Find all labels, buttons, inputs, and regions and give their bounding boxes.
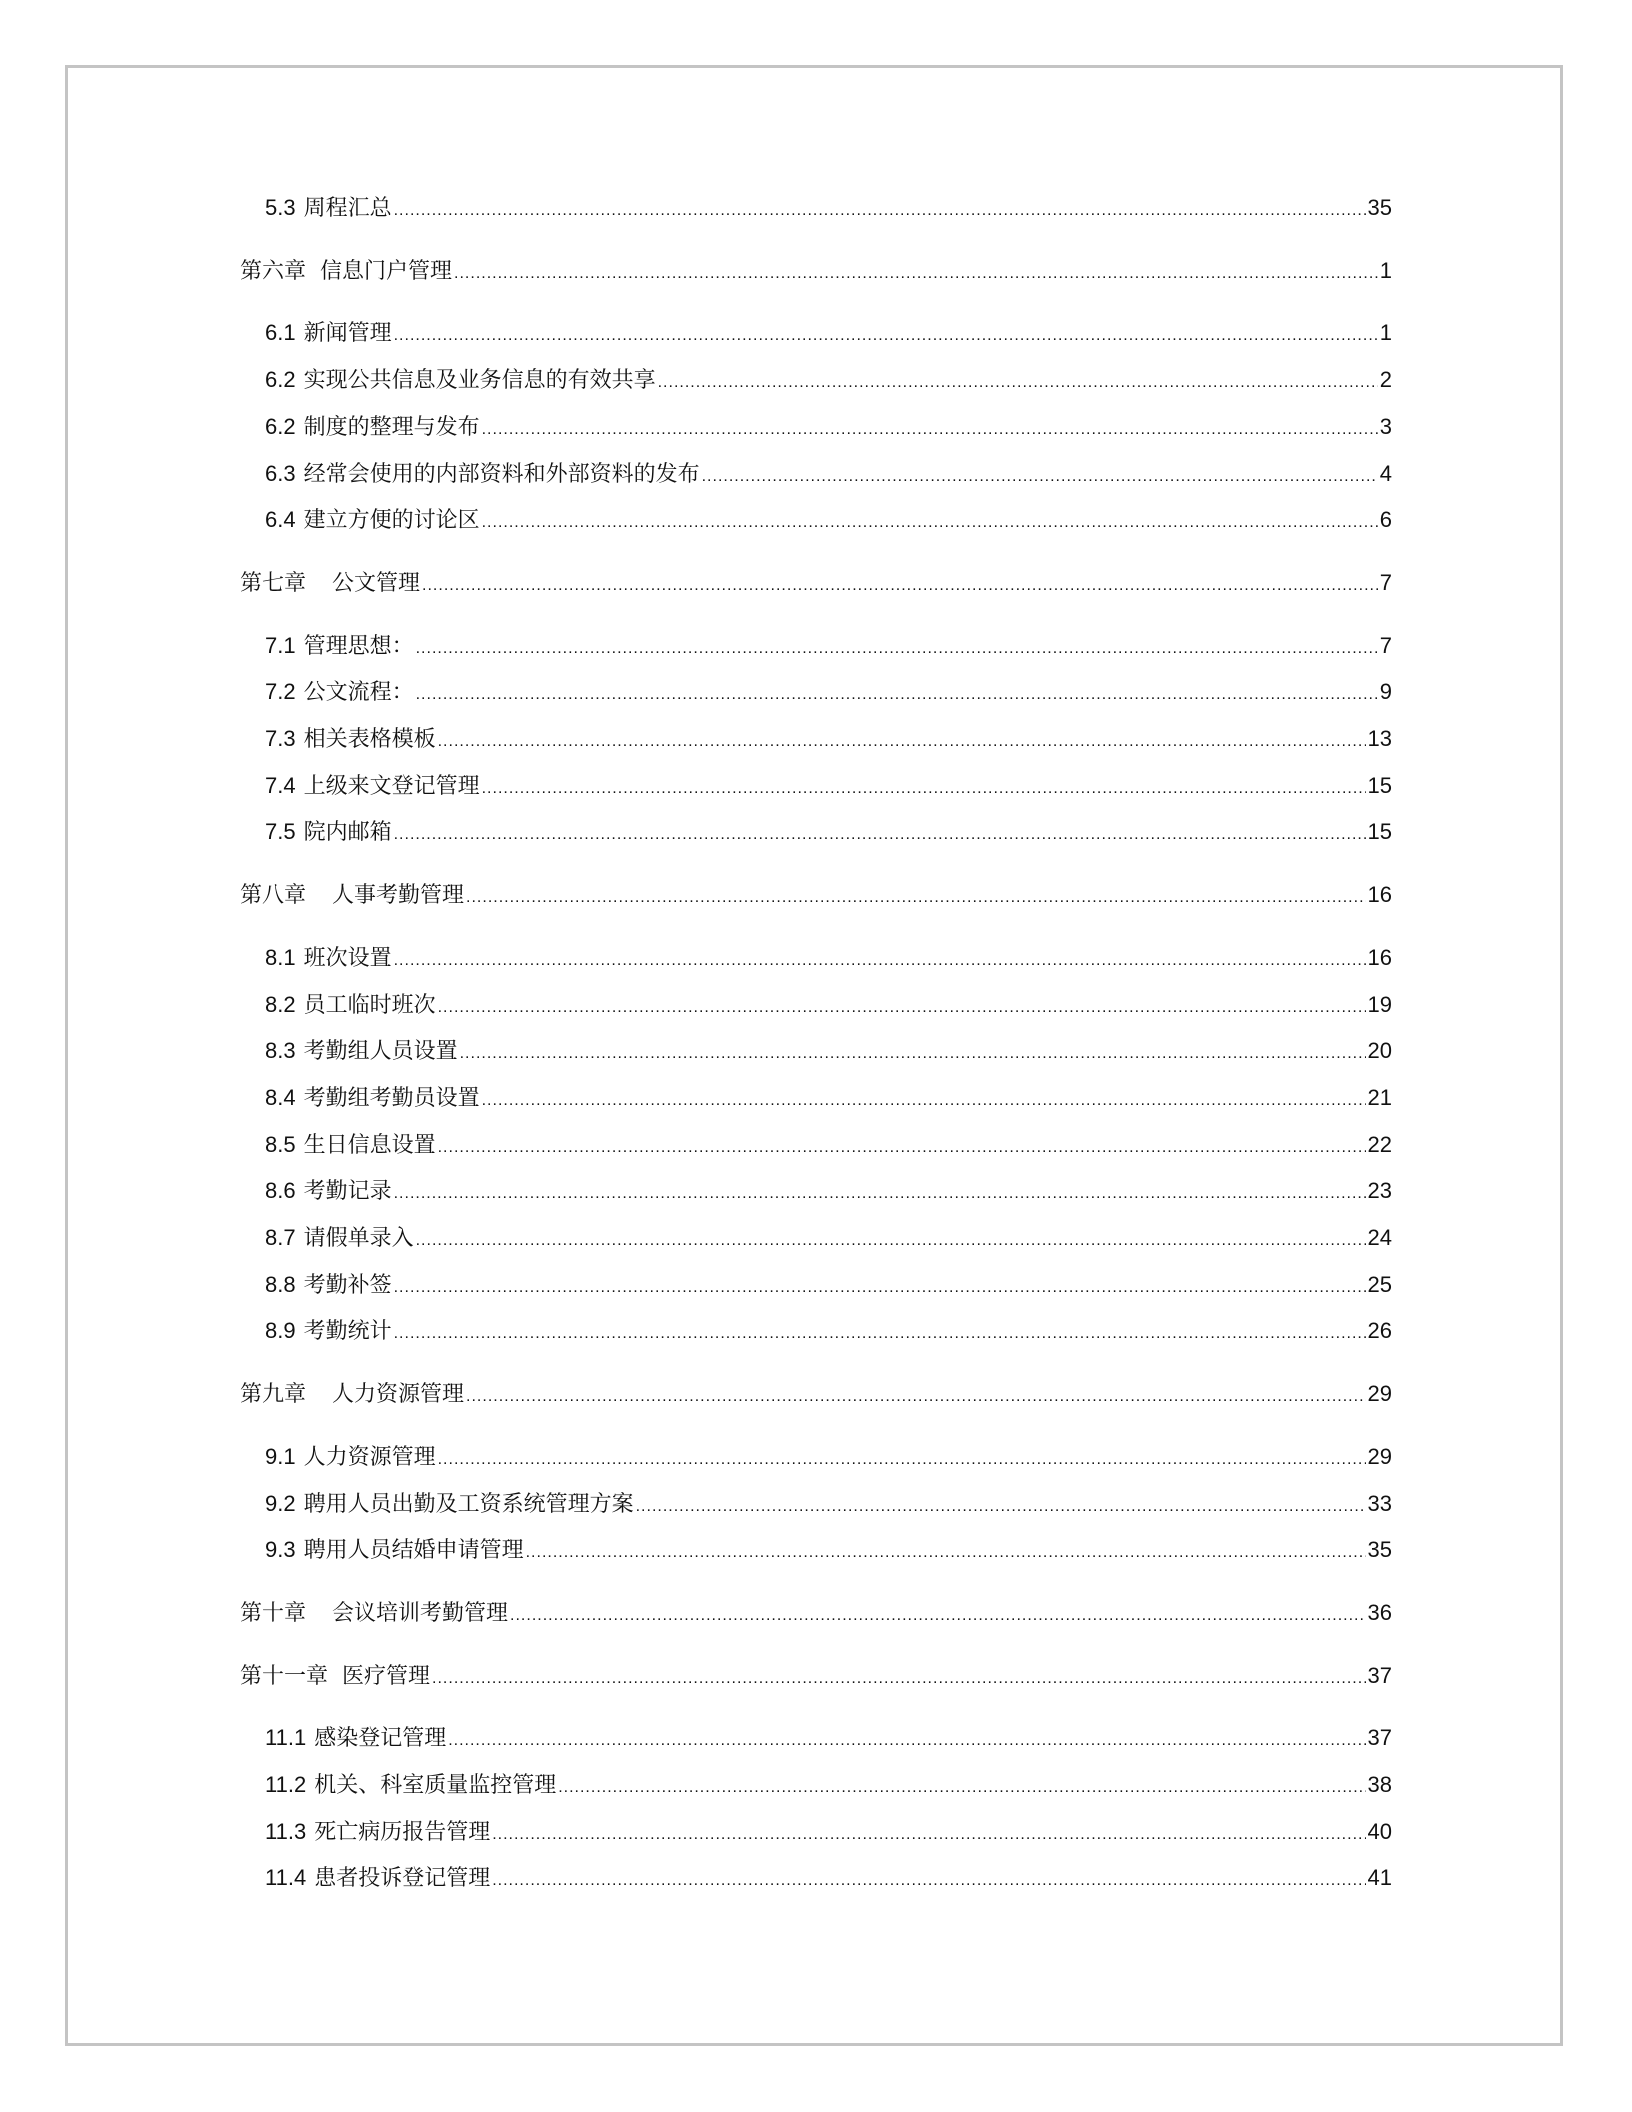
dot-leader (438, 724, 1366, 757)
toc-section-entry[interactable] (265, 1535, 1392, 1565)
toc-number: 11.1 (265, 1725, 307, 1751)
toc-title: 制度的整理与发布 (303, 413, 480, 439)
toc-title: 患者投诉登记管理 (314, 1865, 491, 1891)
toc-title: 实现公共信息及业务信息的有效共享 (303, 367, 656, 393)
dot-leader (438, 1130, 1366, 1163)
toc-title: 院内邮箱 (303, 819, 392, 845)
toc-page-number: 2 (1379, 367, 1392, 393)
toc-title: 请假单录入 (303, 1225, 414, 1250)
toc-page-number: 22 (1367, 1131, 1392, 1157)
toc-title: 生日信息设置 (303, 1131, 436, 1157)
toc-page-number: 19 (1367, 991, 1392, 1017)
toc-section-entry[interactable] (265, 1863, 1392, 1893)
toc-number: 8.7 (265, 1225, 296, 1250)
toc-number: 第七章 (240, 569, 307, 595)
dot-leader (416, 631, 1378, 664)
toc-number: 6.1 (265, 320, 296, 346)
toc-title: 会议培训考勤管理 (332, 1599, 509, 1625)
toc-page-number: 15 (1367, 772, 1392, 798)
dot-leader (492, 1817, 1365, 1850)
toc-number: 11.4 (265, 1865, 307, 1891)
toc-page-number: 37 (1367, 1725, 1392, 1751)
toc-title: 信息门户管理 (320, 257, 453, 283)
toc-section-entry[interactable] (265, 724, 1392, 754)
toc-section-entry[interactable] (265, 1723, 1392, 1753)
toc-title: 机关、科室质量监控管理 (314, 1772, 557, 1797)
toc-number: 9.3 (265, 1537, 296, 1563)
toc-title: 人事考勤管理 (332, 882, 465, 908)
toc-page-number: 26 (1367, 1318, 1392, 1344)
toc-title: 人力资源管理 (332, 1381, 465, 1407)
toc-section-entry[interactable] (265, 771, 1392, 801)
toc-page-number: 15 (1367, 819, 1392, 845)
toc-page-number: 38 (1367, 1772, 1392, 1797)
dot-leader (438, 1442, 1366, 1475)
toc-section-entry[interactable] (265, 365, 1392, 395)
toc-page-number: 29 (1367, 1381, 1392, 1407)
toc-section-entry[interactable] (265, 1036, 1392, 1066)
toc-section-entry[interactable] (265, 1176, 1392, 1206)
toc-page-number: 36 (1367, 1599, 1392, 1625)
toc-section-entry[interactable] (265, 1316, 1392, 1346)
toc-section-entry[interactable] (265, 1489, 1392, 1519)
toc-page-number: 7 (1379, 632, 1392, 658)
toc-number: 5.3 (265, 195, 296, 220)
toc-page-number: 29 (1367, 1443, 1392, 1469)
dot-leader (702, 459, 1378, 492)
dot-leader (460, 1036, 1366, 1069)
toc-title: 考勤组考勤员设置 (303, 1084, 480, 1110)
dot-leader (394, 1316, 1366, 1349)
toc-page-number: 40 (1367, 1818, 1392, 1844)
toc-section-entry[interactable] (265, 1270, 1392, 1300)
toc-number: 6.3 (265, 460, 296, 486)
toc-chapter-entry[interactable] (240, 568, 1392, 598)
toc-page-number: 9 (1379, 679, 1392, 705)
toc-page-number: 6 (1379, 507, 1392, 533)
toc-section-entry[interactable] (265, 459, 1392, 489)
dot-leader (422, 568, 1378, 601)
toc-number: 第九章 (240, 1381, 307, 1407)
dot-leader (482, 505, 1378, 538)
dot-leader (394, 1270, 1366, 1303)
dot-leader (482, 1083, 1366, 1116)
toc-number: 8.5 (265, 1131, 296, 1157)
toc-title: 员工临时班次 (303, 991, 436, 1017)
dot-leader (492, 1863, 1365, 1896)
dot-leader (482, 412, 1378, 445)
toc-number: 8.3 (265, 1038, 296, 1064)
dot-leader (454, 256, 1378, 289)
toc-title: 医疗管理 (342, 1662, 431, 1688)
dot-leader (416, 1223, 1366, 1256)
toc-number: 第六章 (240, 257, 307, 283)
dot-leader (394, 318, 1378, 351)
toc-section-entry[interactable] (265, 505, 1392, 535)
toc-title: 考勤记录 (303, 1178, 392, 1204)
toc-page-number: 24 (1367, 1225, 1392, 1250)
toc-page-number: 33 (1367, 1490, 1392, 1516)
toc-chapter-entry[interactable] (240, 1598, 1392, 1628)
dot-leader (466, 880, 1365, 913)
dot-leader (526, 1535, 1366, 1568)
toc-section-entry[interactable] (265, 817, 1392, 847)
toc-page-number: 35 (1367, 1537, 1392, 1563)
toc-title: 考勤统计 (303, 1318, 392, 1344)
dot-leader (636, 1489, 1366, 1522)
toc-section-entry[interactable] (265, 677, 1392, 707)
toc-number: 9.2 (265, 1490, 296, 1516)
toc-section-entry[interactable] (265, 1817, 1392, 1847)
toc-title: 人力资源管理 (303, 1443, 436, 1469)
toc-title: 经常会使用的内部资料和外部资料的发布 (303, 460, 700, 486)
dot-leader (394, 193, 1366, 226)
toc-title: 相关表格模板 (303, 726, 436, 751)
toc-page-number: 16 (1367, 882, 1392, 908)
toc-number: 7.3 (265, 726, 296, 751)
toc-page-number: 3 (1379, 413, 1392, 439)
toc-page-number: 16 (1367, 944, 1392, 970)
toc-page-number: 20 (1367, 1038, 1392, 1064)
toc-page-number: 25 (1367, 1271, 1392, 1297)
toc-title: 考勤组人员设置 (303, 1038, 458, 1064)
toc-title: 公文管理 (332, 569, 421, 595)
toc-title: 建立方便的讨论区 (303, 507, 480, 533)
toc-title: 考勤补签 (303, 1271, 392, 1297)
toc-section-entry[interactable] (265, 318, 1392, 348)
toc-page-number: 21 (1367, 1084, 1392, 1110)
dot-leader (394, 817, 1366, 850)
toc-section-entry[interactable] (265, 943, 1392, 973)
toc-title: 感染登记管理 (314, 1725, 447, 1751)
toc-chapter-entry[interactable] (240, 256, 1392, 286)
dot-leader (558, 1770, 1365, 1803)
toc-section-entry[interactable] (265, 1130, 1392, 1160)
toc-page-number: 37 (1367, 1662, 1392, 1688)
dot-leader (432, 1661, 1365, 1694)
toc-section-entry[interactable] (265, 990, 1392, 1020)
dot-leader (510, 1598, 1365, 1631)
toc-title: 新闻管理 (303, 320, 392, 346)
toc-section-entry[interactable] (265, 1083, 1392, 1113)
toc-number: 7.4 (265, 772, 296, 798)
toc-number: 6.2 (265, 367, 296, 393)
dot-leader (394, 943, 1366, 976)
toc-number: 6.4 (265, 507, 296, 533)
toc-page-number: 4 (1379, 460, 1392, 486)
toc-title: 聘用人员结婚申请管理 (303, 1537, 524, 1563)
toc-page-number: 13 (1367, 726, 1392, 751)
toc-title: 周程汇总 (303, 195, 392, 220)
toc-title: 上级来文登记管理 (303, 772, 480, 798)
toc-number: 8.6 (265, 1178, 296, 1204)
dot-leader (658, 365, 1378, 398)
toc-number: 第十一章 (240, 1662, 329, 1688)
toc-title: 公文流程： (303, 679, 414, 705)
toc-number: 11.3 (265, 1818, 307, 1844)
toc-section-entry[interactable] (265, 631, 1392, 661)
toc-number: 8.9 (265, 1318, 296, 1344)
toc-section-entry[interactable] (265, 1442, 1392, 1472)
dot-leader (394, 1176, 1366, 1209)
toc-page-number: 1 (1379, 257, 1392, 283)
toc-section-entry[interactable] (265, 412, 1392, 442)
toc-title: 聘用人员出勤及工资系统管理方案 (303, 1490, 634, 1516)
toc-section-entry[interactable] (265, 1770, 1392, 1800)
toc-number: 第八章 (240, 882, 307, 908)
toc-chapter-entry[interactable] (240, 1661, 1392, 1691)
toc-page-number: 23 (1367, 1178, 1392, 1204)
toc-page-number: 1 (1379, 320, 1392, 346)
toc-page-number: 35 (1367, 195, 1392, 220)
toc-page-number: 7 (1379, 569, 1392, 595)
toc-number: 11.2 (265, 1772, 307, 1797)
toc-number: 6.2 (265, 413, 296, 439)
dot-leader (482, 771, 1366, 804)
toc-page-number: 41 (1367, 1865, 1392, 1891)
dot-leader (438, 990, 1366, 1023)
toc-chapter-entry[interactable] (240, 1379, 1392, 1409)
toc-number: 7.1 (265, 632, 296, 658)
dot-leader (448, 1723, 1365, 1756)
toc-number: 8.4 (265, 1084, 296, 1110)
toc-chapter-entry[interactable] (240, 880, 1392, 910)
toc-number: 8.2 (265, 991, 296, 1017)
toc-number: 8.8 (265, 1271, 296, 1297)
toc-number: 第十章 (240, 1599, 307, 1625)
toc-section-entry[interactable] (265, 193, 1392, 223)
toc-title: 管理思想： (303, 632, 414, 658)
toc-number: 7.5 (265, 819, 296, 845)
toc-number: 9.1 (265, 1443, 296, 1469)
dot-leader (416, 677, 1378, 710)
toc-title: 死亡病历报告管理 (314, 1818, 491, 1844)
toc-section-entry[interactable] (265, 1223, 1392, 1253)
toc-number: 8.1 (265, 944, 296, 970)
dot-leader (466, 1379, 1365, 1412)
toc-title: 班次设置 (303, 944, 392, 970)
toc-number: 7.2 (265, 679, 296, 705)
